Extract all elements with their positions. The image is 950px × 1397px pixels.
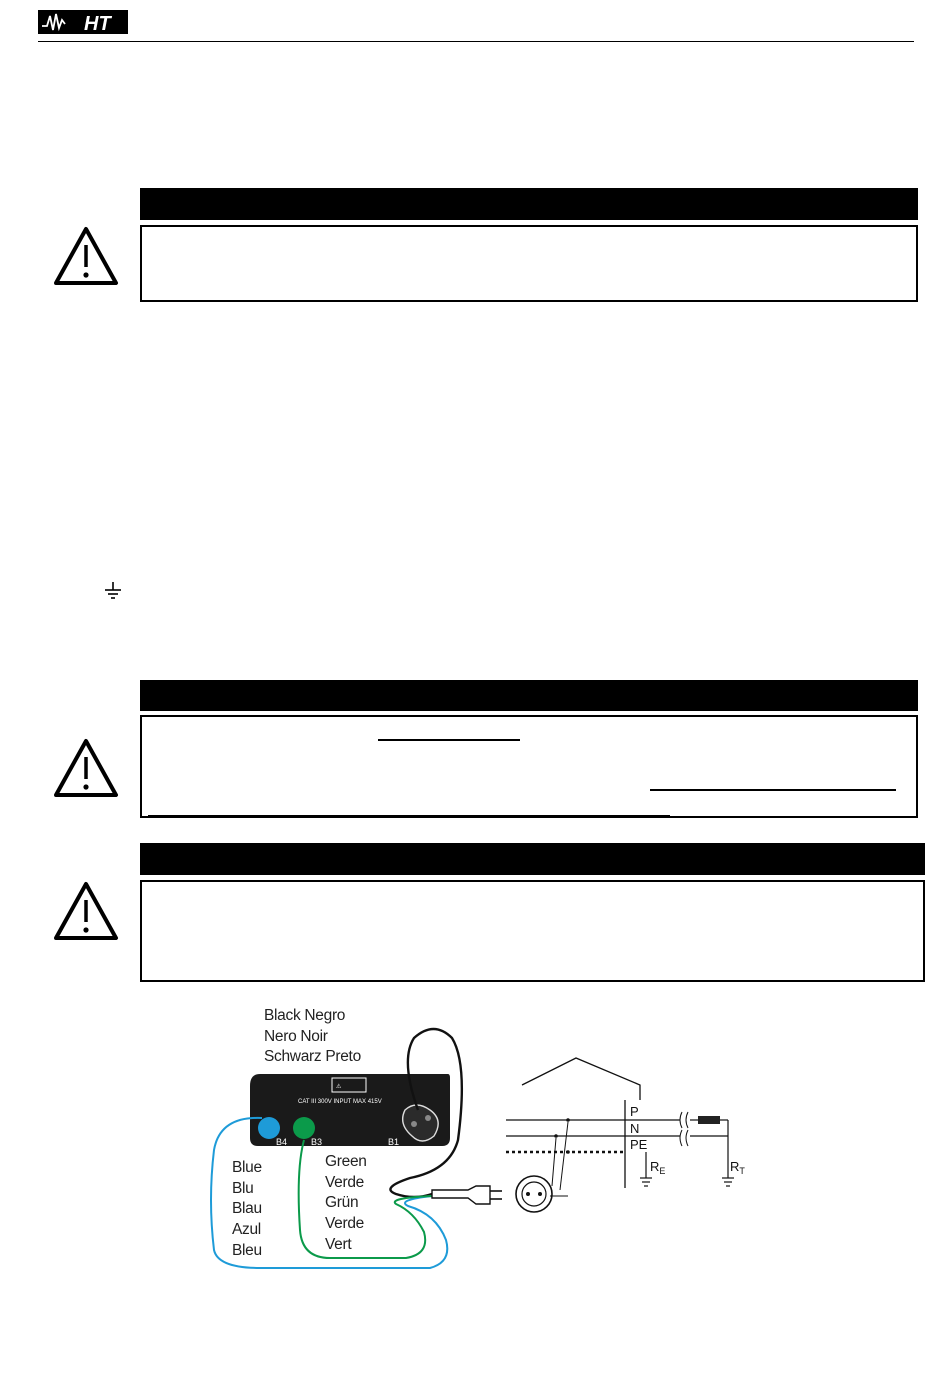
blue-lead-label: Blu bbox=[232, 1180, 254, 1197]
black-lead-label: Nero Noir bbox=[264, 1028, 328, 1045]
warning-box-3 bbox=[140, 880, 925, 982]
warning-triangle-icon bbox=[52, 225, 120, 287]
warning-title-bar-3 bbox=[140, 843, 925, 875]
black-lead-label: Schwarz Preto bbox=[264, 1048, 361, 1065]
blue-lead-label: Blue bbox=[232, 1159, 262, 1176]
warning-title-bar-2 bbox=[140, 680, 918, 711]
instrument-rating-label: CAT III 300V INPUT MAX 415V bbox=[298, 1099, 382, 1105]
conductor-pe-label: PE bbox=[630, 1137, 648, 1152]
green-lead-label: Green bbox=[325, 1153, 367, 1170]
warning-box-2 bbox=[140, 715, 918, 818]
conductor-p-label: P bbox=[630, 1104, 639, 1119]
underline-mark bbox=[378, 739, 520, 741]
terminal-b4-label: B4 bbox=[276, 1137, 288, 1147]
green-lead-label: Verde bbox=[325, 1215, 365, 1232]
earth-ground-icon bbox=[103, 580, 123, 602]
blue-lead-label: Bleu bbox=[232, 1242, 262, 1259]
connection-diagram bbox=[200, 1000, 760, 1285]
terminal-b4-socket bbox=[258, 1117, 280, 1139]
terminal-b3-label: B3 bbox=[311, 1137, 323, 1147]
black-lead-label: Black Negro bbox=[264, 1007, 346, 1024]
conductor-n-label: N bbox=[630, 1121, 640, 1136]
warning-triangle-icon bbox=[52, 880, 120, 942]
warning-triangle-icon bbox=[52, 737, 120, 799]
schuko-plug bbox=[432, 1186, 490, 1204]
transformer-resistor bbox=[698, 1116, 720, 1124]
terminal-b3-socket bbox=[293, 1117, 315, 1139]
resistance-rt-label: $R_T$ bbox=[730, 1159, 745, 1176]
resistance-re-label: $R_E$ bbox=[650, 1159, 666, 1176]
logo-text: HT bbox=[84, 13, 111, 35]
house-outline bbox=[522, 1058, 640, 1100]
underline-mark bbox=[148, 815, 670, 817]
warning-box-1 bbox=[140, 225, 918, 302]
warning-title-bar-1 bbox=[140, 188, 918, 220]
terminal-b1-label: B1 bbox=[388, 1137, 400, 1147]
underline-mark bbox=[650, 789, 896, 791]
ht-logo bbox=[38, 8, 128, 36]
green-lead-label: Verde bbox=[325, 1174, 365, 1191]
green-lead-label: Vert bbox=[325, 1236, 352, 1253]
green-lead-label: Grün bbox=[325, 1194, 359, 1211]
blue-lead-label: Blau bbox=[232, 1200, 262, 1217]
instrument-warning-glyph: ⚠ bbox=[336, 1084, 342, 1090]
header-rule bbox=[38, 41, 914, 42]
blue-lead-label: Azul bbox=[232, 1221, 261, 1238]
